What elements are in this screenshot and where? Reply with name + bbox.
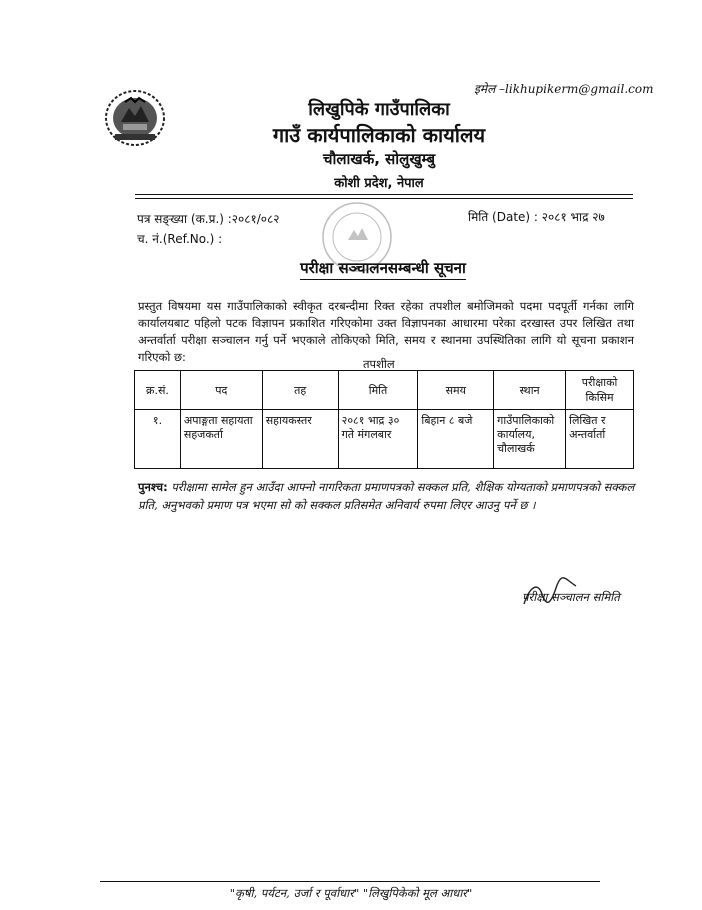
cell-date: २०८१ भाद्र ३० गते मंगलबार [338, 410, 418, 469]
reference-number: च. नं.(Ref.No.) : [137, 232, 223, 246]
office-address: चौलाखर्क, सोलुखुम्बु [322, 150, 436, 168]
postscript-label: पुनश्च: [138, 480, 168, 494]
schedule-label: तपशील [363, 357, 395, 371]
header-serial: क्र.सं. [135, 371, 181, 410]
footer-divider [100, 881, 600, 882]
postscript [138, 478, 638, 514]
header-exam-type: परीक्षाको किसिम [566, 371, 634, 410]
letter-number: पत्र सङ्ख्या (क.प्र.) :२०८१/०८२ [137, 212, 280, 226]
exam-schedule-table [134, 370, 634, 469]
letter-date: मिति (Date) : २०८१ भाद्र २७ [468, 210, 605, 224]
office-name: गाउँ कार्यपालिकाको कार्यालय [272, 123, 486, 147]
header-level: तह [262, 371, 338, 410]
cell-post: अपाङ्गता सहायता सहजकर्ता [180, 410, 262, 469]
header-date: मिति [338, 371, 418, 410]
table-row [135, 410, 634, 469]
postscript-text: परीक्षामा सामेल हुन आउँदा आफ्नो नागरिकता प्रमाणपत्रको सक्कल प्रति, शैक्षिक योग्यताको प्रमाणपत्रको सक्कल प्रति, अनुभवको प्रमाण पत्र भएमा सो को सक्कल प्रतिसमेत अनिवार्य रुपमा लिएर आउनु पर्ने छ । [138, 480, 635, 512]
cell-level: सहायकस्तर [262, 410, 338, 469]
header-divider-top [135, 194, 633, 195]
header-time: समय [418, 371, 494, 410]
cell-time: बिहान ८ बजे [418, 410, 494, 469]
header-divider-bottom [135, 198, 633, 199]
municipality-name: लिखुपिके गाउँपालिका [308, 99, 450, 120]
footer-motto: "कृषी, पर्यटन, उर्जा र पूर्वाधार" "लिखुपिकेको मूल आधार" [229, 886, 473, 900]
committee-name: परीक्षा सञ्चालन समिति [522, 590, 620, 604]
header-venue: स्थान [494, 371, 566, 410]
table-header-row [135, 371, 634, 410]
email-line: इमेल –likhupikerm@gmail.com [474, 82, 654, 96]
notice-body: प्रस्तुत विषयमा यस गाउँपालिकाको स्वीकृत दरबन्दीमा रिक्त रहेका तपशील बमोजिमको पदमा पदपूर्ती गर्नका लागि कार्यालयबाट पहिलो पटक विज्ञापन प्रकाशित गरिएकोमा उक्त विज्ञापनका आधारमा परेका दरखास्त उपर लिखित तथा अन्तर्वार्ता परीक्षा सञ्चालन गर्नु पर्ने भएकाले तोकिएको मिति, समय र स्थानमा उपस्थितिका लागि यो सूचना प्रकाशन गरिएको छ: [138, 299, 634, 364]
cell-venue: गाउँपालिकाको कार्यालय, चौलाखर्क [494, 410, 566, 469]
header-post: पद [180, 371, 262, 410]
province-country: कोशी प्रदेश, नेपाल [334, 176, 424, 191]
cell-serial: १. [135, 410, 181, 469]
notice-title: परीक्षा सञ्चालनसम्बन्धी सूचना [0, 258, 702, 278]
cell-exam-type: लिखित र अन्तर्वार्ता [566, 410, 634, 469]
